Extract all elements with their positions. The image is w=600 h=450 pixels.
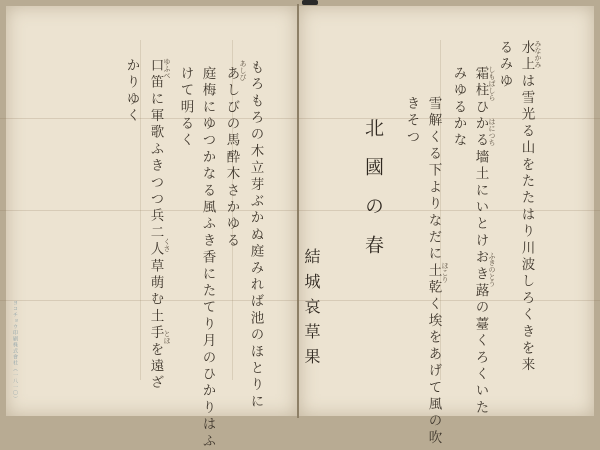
ruby-reading: はにつち (488, 118, 496, 146)
poem-line-4-cont: あしびの馬酔木さかゆる (223, 66, 240, 250)
column-rule (140, 40, 141, 380)
poem-line-6-cont: かりゆく (123, 58, 140, 125)
ruby-reading: ほこり (441, 262, 449, 283)
ruby-reading: あしび (239, 60, 247, 81)
poem-line-3-cont: きそつ (403, 96, 420, 147)
poem-line-6: 口笛に軍歌ふきつつ兵二人草萌む土手を遠ざ (147, 58, 164, 392)
poem-line-2: 霜柱ひかる墻土にいとけおき蕗の薹くろくいた (472, 66, 489, 417)
poem-line-3: 雪解くる下よりなだに土乾く埃をあげて風の吹 (425, 96, 442, 447)
center-fold (297, 4, 299, 418)
paper-crease (0, 118, 600, 119)
ruby-reading: ゆふべ (163, 58, 171, 79)
paper-crease (0, 210, 600, 211)
right-page (299, 6, 594, 416)
ruby-reading: ふきのとう (488, 252, 496, 287)
poem-line-2-cont: みゆるかな (450, 66, 467, 150)
poem-line-1-cont: るみゆ (496, 40, 513, 91)
printer-imprint: ヨコチョウ印刷株式會社（一八一〇） (12, 300, 18, 402)
poem-line-5-cont: けて明るく (177, 66, 194, 150)
ruby-reading: しもばしら (488, 66, 496, 101)
ruby-reading: みなかみ (534, 40, 542, 68)
ruby-reading: とほ (163, 330, 171, 344)
poem-author: 結城哀草果 (302, 248, 321, 373)
poem-line-1: 水上は雪光る山をたたはり川波しろくきを来 (518, 40, 535, 374)
poem-line-4: もろもろの木立芽ぶかぬ庭みれば池のほとりに (247, 60, 264, 411)
ruby-reading: くさ (163, 238, 171, 252)
poem-title: 北國の春 (362, 118, 384, 274)
binding-mark (302, 0, 318, 5)
poem-line-5: 庭梅にゆつかなる風ふき香にたてり月のひかりはふ (199, 66, 216, 450)
paper-crease (0, 300, 600, 301)
